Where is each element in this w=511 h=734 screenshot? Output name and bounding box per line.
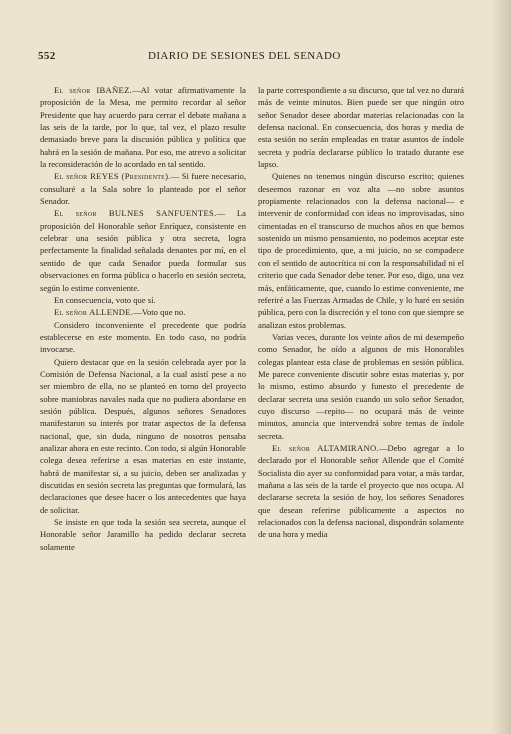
paragraph-text: — Si fuere necesario, consultaré a la Sala sobre lo planteado por el señor Senador.: [40, 171, 246, 207]
paragraph-text: —Debo agregar a lo declarado por el Honorable señor Allende que el Comité Socialista dio ayer su conformidad para votar, a más tardar, mañana a las seis de la tarde el proyecto que nos ocupa. Al declararse secreta la sesión de hoy, los señores Senadores que desean referirse públicamente a aspectos no relacionados con la defensa nacional, dispondrán solamente de una hora y media: [258, 442, 464, 540]
paragraph: [40, 207, 246, 293]
speaker-name: El señor BULNES SANFUENTES.: [54, 208, 217, 219]
paragraph-text: — La proposición del Honorable señor Enríquez, consistente en celebrar una sesión pública y otra secreta, logra perfectamente la finalidad señalada denantes por mí, en el sentido de que cada Senador pueda formular sus observaciones en forma pública o hacerlo en sesión secreta, según lo estime conveniente.: [40, 208, 246, 293]
paragraph: [258, 442, 464, 541]
speaker-name: El señor IBAÑEZ.: [54, 85, 133, 95]
paragraph: [40, 170, 246, 207]
speaker-name: El señor ALLENDE.: [54, 307, 134, 318]
paragraph-text: Considero inconveniente el precedente que podría establecerse en este momento. En todo caso, no podría invocarse.: [40, 319, 246, 355]
paragraph-text: Quiero destacar que en la sesión celebrada ayer por la Comisión de Defensa Nacional, a la cual asistí pese a no ser miembro de ella, no se planteó en torno del proyecto sobre maniobras navales nada que no pudiera abordarse en sesión pública. Después, algunos señores Senadores manifestaron su interés por tratar aspectos de la defensa nacional, que, sin duda, ninguno de nosotros pensaba analizar ahora en este recinto. Con todo, si algún Honorable colega desea referirse a esas materias en este instante, habrá de manifestar si, a su juicio, deben ser analizadas y discutidas en sesión secreta las preguntas que formulará, las declaraciones que desee hacer o los antecedentes que haya de solicitar.: [40, 356, 246, 515]
paragraph: [258, 84, 464, 170]
paragraph-text: Se insiste en que toda la sesión sea secreta, aunque el Honorable señor Jaramillo ha pedido declarar secreta solamente: [40, 517, 246, 552]
paragraph: [40, 356, 246, 516]
paragraph: [258, 170, 464, 330]
paragraph: [40, 516, 246, 553]
paragraph-text: —Al votar afirmativamente la proposición de la Mesa, me permito recordar al señor Presidente que hay acuerdo para cerrar el debate mañana a las seis de la tarde, por lo que, tal vez, el plazo resulte demasiado breve para la discusión pública y política que habrá en la sesión de mañana. Por eso, me atrevo a solicitar la reconsideración de lo acordado en tal sentido.: [40, 85, 246, 170]
paragraph-text: la parte correspondiente a su discurso, que tal vez no durará más de veinte minutos. Bien puede ser que ningún otro señor Senador desee abordar materias relacionadas con la defensa nacional. En consecuencia, dos horas y media de esta sesión no serán empleadas en tratar asuntos de índole secreta y podría declararse público lo tratado durante ese lapso.: [258, 85, 464, 170]
right-column: [258, 84, 464, 541]
running-title: DIARIO DE SESIONES DEL SENADO: [148, 50, 341, 62]
paragraph: [40, 84, 246, 170]
paragraph-text: —Voto que no.: [133, 307, 186, 318]
speaker-name: El señor REYES (Presidente).: [54, 171, 171, 182]
page-number: 552: [38, 50, 56, 62]
page-edge-shadow: [491, 0, 511, 734]
speaker-name: El señor ALTAMIRANO.: [272, 442, 379, 453]
paragraph-text: Quienes no tenemos ningún discurso escrito; quienes deseemos razonar en voz alta —no sobre asuntos propiamente relacionados con la defensa nacional— e intervenir de conformidad con ideas no improvisadas, sino cimentadas en el transcurso de muchos años en que hemos sostenido un mismo pensamiento, no podemos aceptar este tipo de procedimiento, que, a mi juicio, no se compadece con el sentido de autocrítica ni con la responsabilidad ni el criterio que cada Senador debe tener. Por eso, digo, una vez más, enfáticamente, que, cuando lo estime conveniente, me referiré a las Fuerzas Armadas de Chile, y lo haré en sesión pública, pero con la discreción y el tono con que siempre se analizan estos problemas.: [258, 171, 464, 330]
paragraph: [258, 331, 464, 442]
paragraph: [40, 306, 246, 318]
paragraph: [40, 294, 246, 306]
paragraph-text: En consecuencia, voto que sí.: [54, 294, 156, 305]
paragraph: [40, 319, 246, 356]
left-column: [40, 84, 246, 553]
paragraph-text: Varias veces, durante los veinte años de mi desempeño como Senador, he oído a algunos de mis Honorables colegas plantear esta clase de problemas en sesión pública. Me parece conveniente discutir sobre estas materias y, por lo mismo, estimo absurdo y funesto el precedente de declarar secreta una sesión cuando un solo señor Senador, cuyo discurso —repito— no ocupará más de veinte minutos, anuncia que intervendrá sobre temas de índole secreta.: [258, 331, 464, 441]
